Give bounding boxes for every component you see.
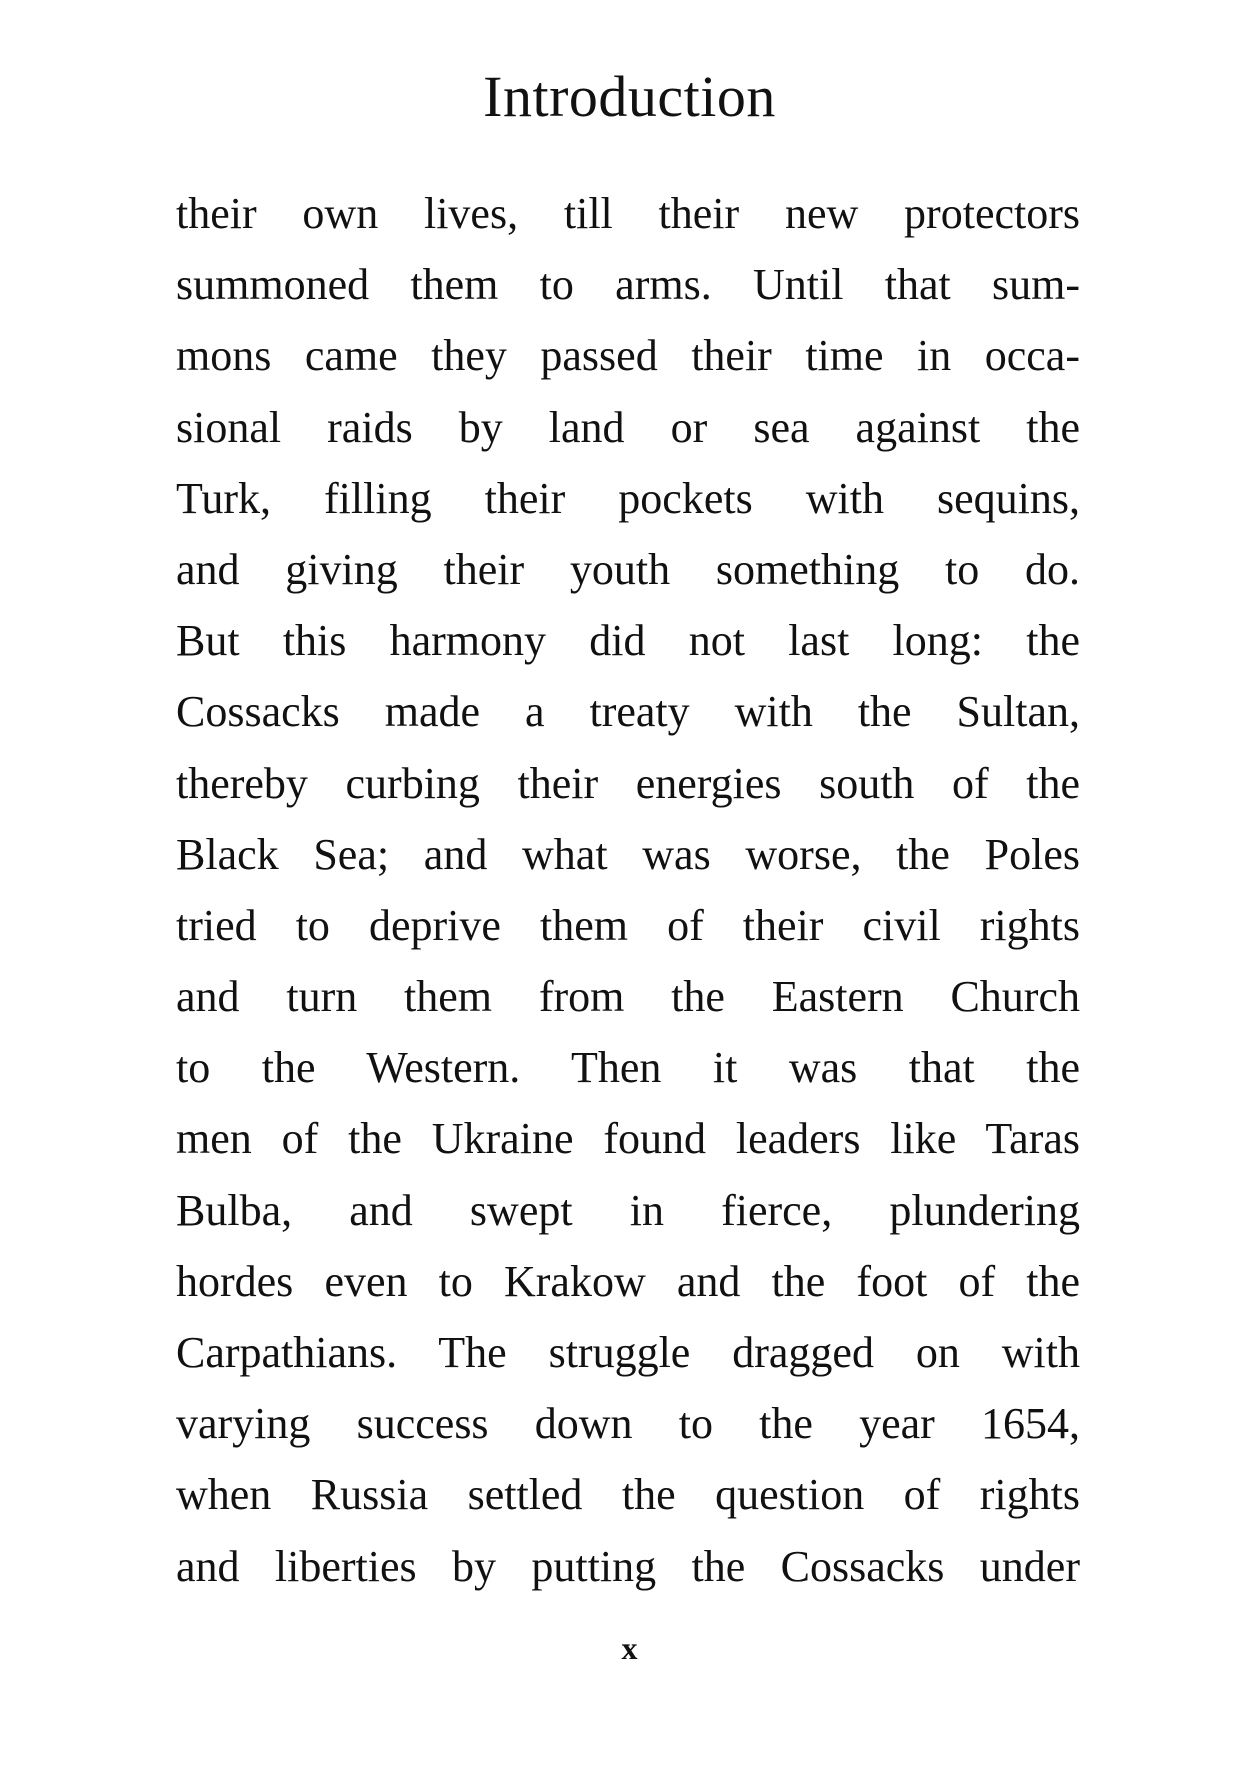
page-number: x	[621, 1630, 638, 1666]
text-line: Bulba, and swept in fierce, plundering	[176, 1185, 1080, 1235]
text-line: and turn them from the Eastern Church	[176, 972, 1080, 1022]
text-line: men of the Ukraine found leaders like Taras	[176, 1114, 1080, 1164]
text-line: sional raids by land or sea against the	[176, 402, 1080, 452]
text-line: Turk, filling their pockets with sequins,	[176, 473, 1080, 523]
text-line: Cossacks made a treaty with the Sultan,	[176, 687, 1080, 737]
text-line: varying success down to the year 1654,	[176, 1399, 1080, 1449]
text-line: summoned them to arms. Until that sum-	[176, 260, 1080, 310]
running-head: Introduction	[483, 64, 776, 129]
text-line: Carpathians. The struggle dragged on with	[176, 1328, 1080, 1377]
text-line: tried to deprive them of their civil rights	[176, 900, 1080, 950]
text-line: and liberties by putting the Cossacks under	[176, 1541, 1080, 1591]
body-text	[176, 178, 1080, 1602]
text-line: Black Sea; and what was worse, the Poles	[176, 829, 1080, 879]
text-line: to the Western. Then it was that the	[176, 1043, 1080, 1093]
text-line: and giving their youth something to do.	[176, 544, 1080, 594]
text-line: But this harmony did not last long: the	[176, 616, 1080, 666]
text-line: their own lives, till their new protectors	[176, 189, 1080, 238]
text-line: thereby curbing their energies south of the	[176, 758, 1080, 808]
text-line: when Russia settled the question of rights	[176, 1470, 1080, 1520]
text-line: hordes even to Krakow and the foot of the	[176, 1256, 1080, 1306]
text-line: mons came they passed their time in occa-	[176, 331, 1080, 381]
